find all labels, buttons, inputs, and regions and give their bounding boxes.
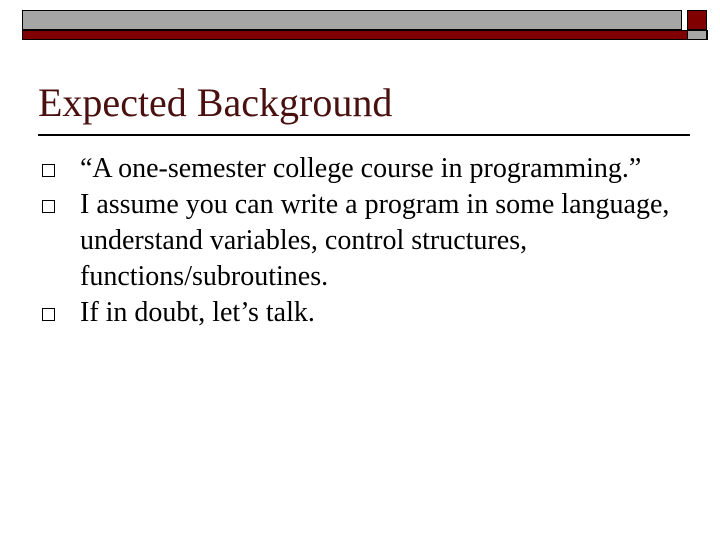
corner-accent-maroon [687, 10, 707, 30]
bullet-list [40, 151, 680, 331]
bullet-text: If in doubt, let’s talk. [80, 297, 315, 328]
title-underline [38, 134, 690, 136]
bullet-item [40, 151, 680, 187]
bullet-item [40, 187, 680, 295]
hollow-square-icon [42, 200, 55, 213]
bullet-item [40, 295, 680, 331]
header-banner-maroon [22, 30, 708, 40]
header-banner-gray [22, 10, 682, 30]
slide-title: Expected Background [38, 80, 393, 125]
corner-accent-gray [687, 30, 707, 40]
bullet-text: “A one-semester college course in programming.” [80, 153, 642, 184]
bullet-text: I assume you can write a program in some language, understand variables, control structures, functions/subroutines. [80, 189, 670, 292]
hollow-square-icon [42, 164, 55, 177]
hollow-square-icon [42, 308, 55, 321]
